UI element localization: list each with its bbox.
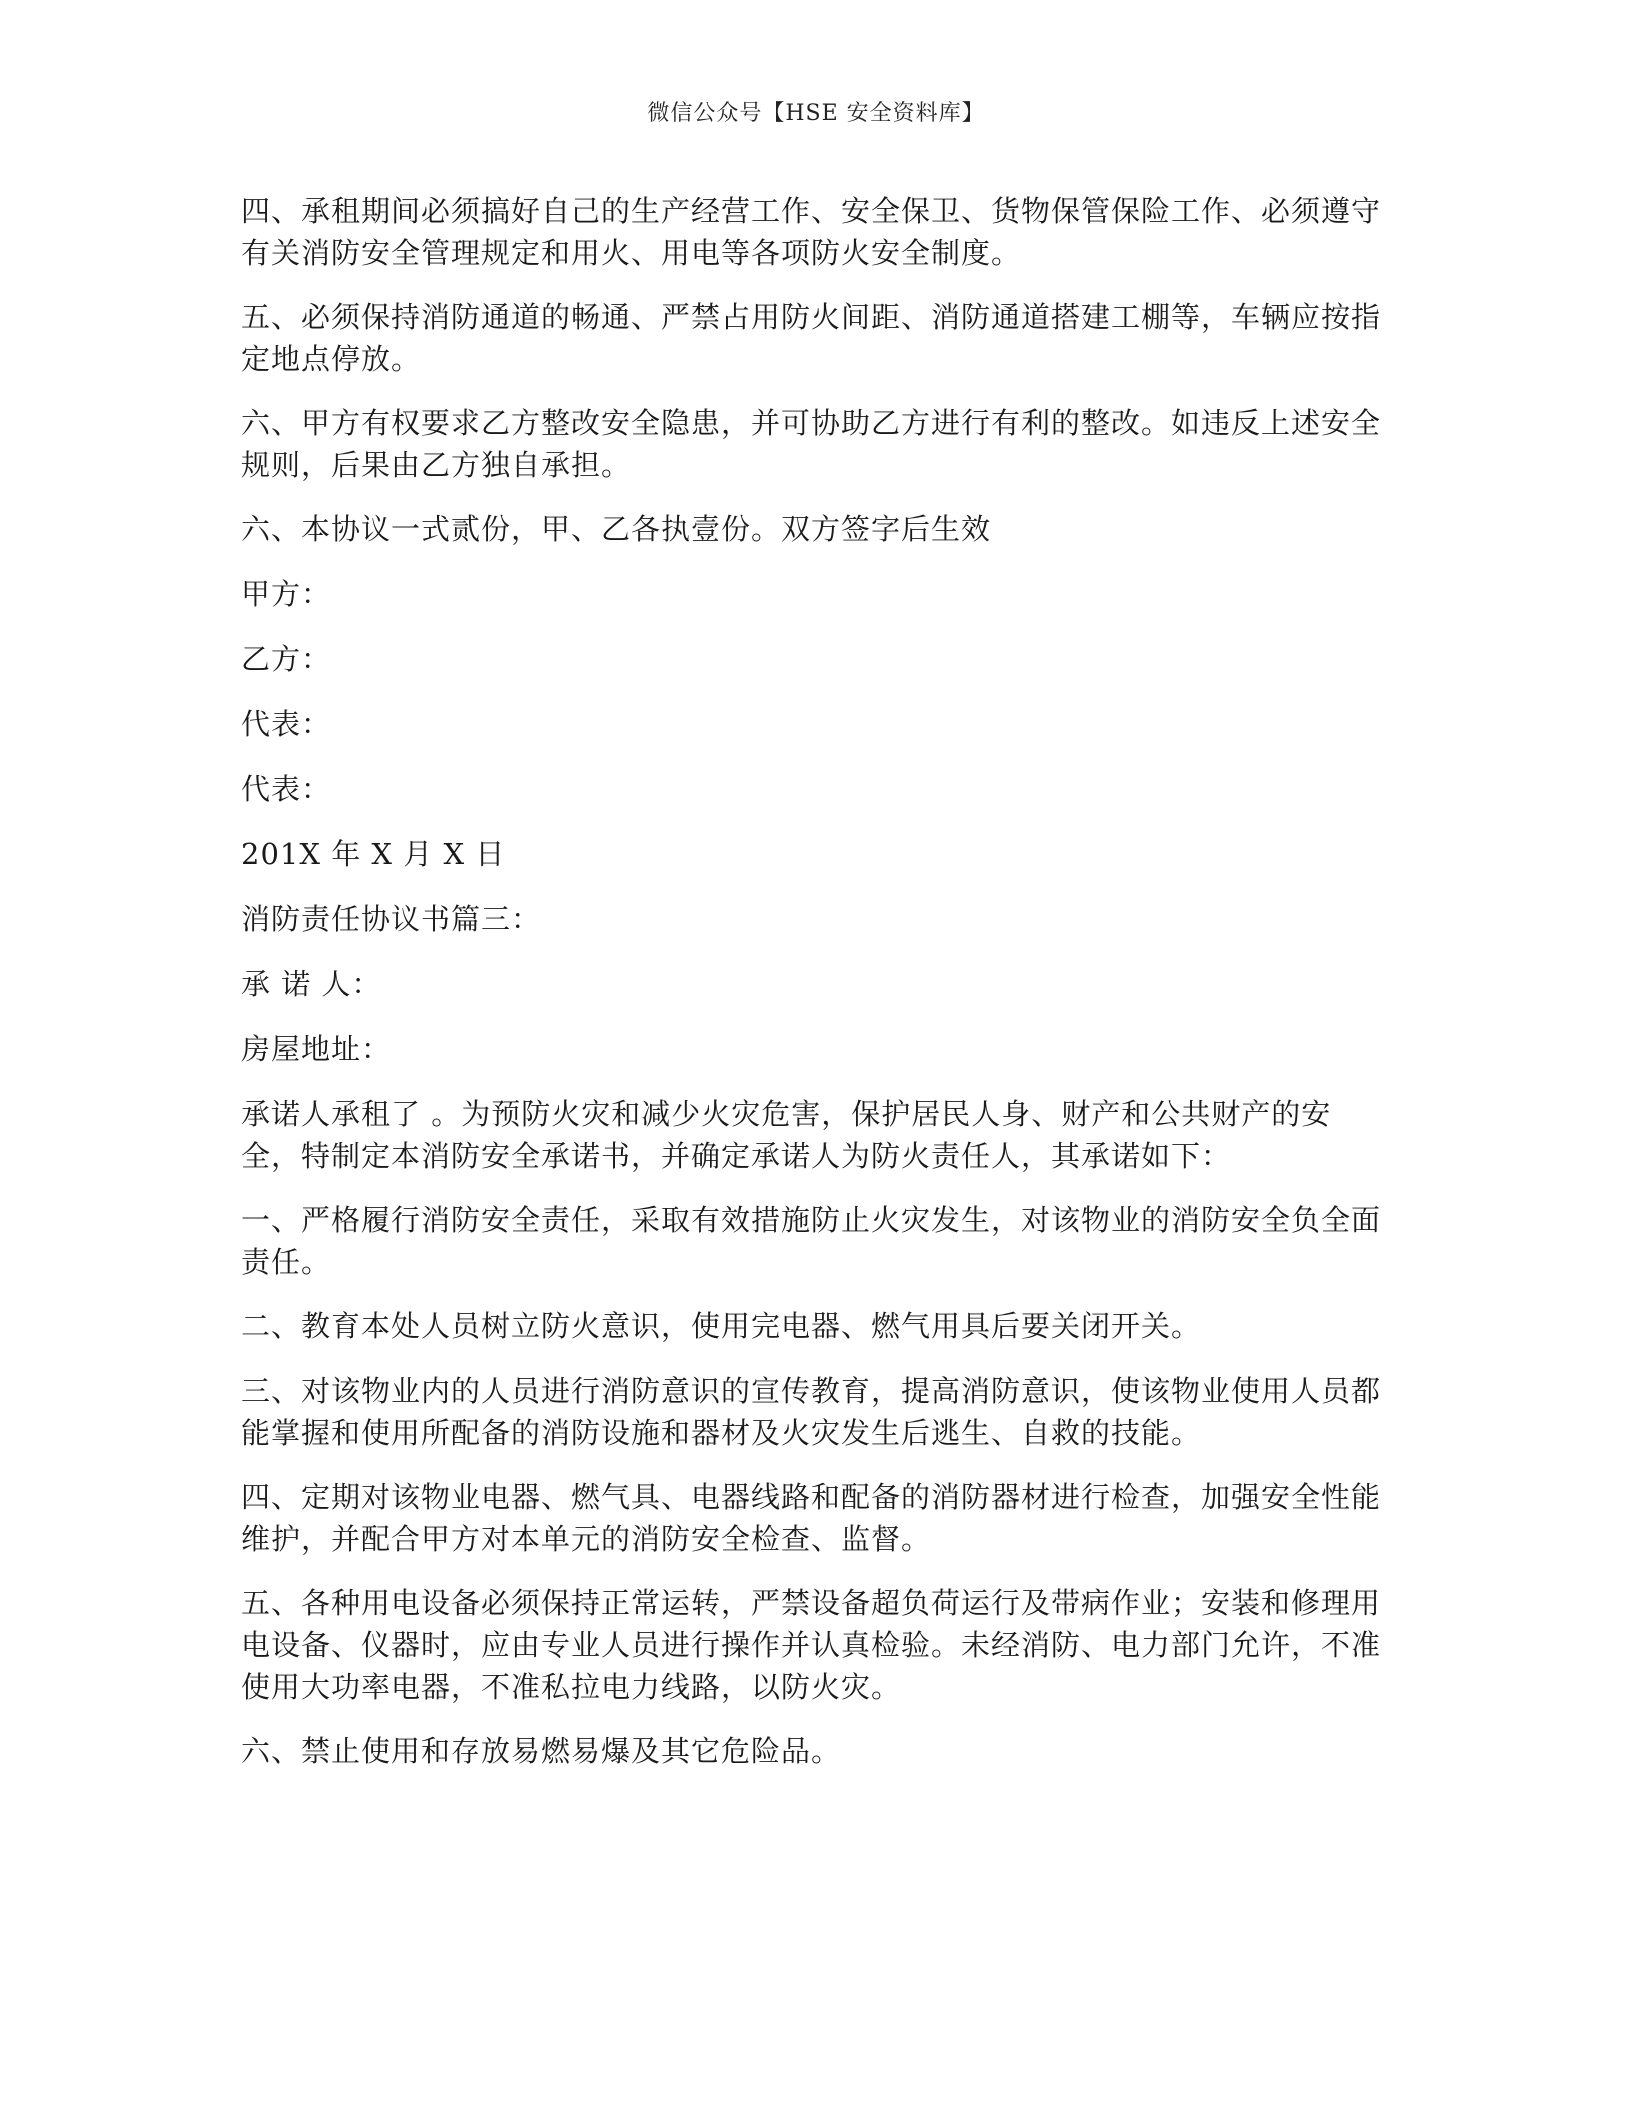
page-header: 微信公众号【HSE 安全资料库】 <box>647 101 985 126</box>
paragraph-commitment-1: 一、严格履行消防安全责任，采取有效措施防止火灾发生，对该物业的消防安全负全面责任。 <box>241 1203 1382 1279</box>
representative-b-label: 代表： <box>241 772 332 806</box>
paragraph-commitment-intro: 承诺人承租了 。为预防火灾和减少火灾危害，保护居民人身、财产和公共财产的安全，特制定本消防安全承诺书，并确定承诺人为防火责任人，其承诺如下： <box>241 1097 1332 1173</box>
document-body <box>241 190 1391 1795</box>
paragraph-commitment-5: 五、各种用电设备必须保持正常运转，严禁设备超负荷运行及带病作业；安装和修理用电设备、仪器时，应由专业人员进行操作并认真检验。未经消防、电力部门允许，不准使用大功率电器，不准私拉电力线路，以防火灾。 <box>241 1586 1382 1704</box>
party-b-label: 乙方： <box>241 642 332 676</box>
paragraph-commitment-6: 六、禁止使用和存放易燃易爆及其它危险品。 <box>241 1734 842 1768</box>
party-a-label: 甲方： <box>241 577 332 611</box>
paragraph-6-rectification: 六、甲方有权要求乙方整改安全隐患，并可协助乙方进行有利的整改。如违反上述安全规则，后果由乙方独自承担。 <box>241 406 1382 482</box>
paragraph-commitment-3: 三、对该物业内的人员进行消防意识的宣传教育，提高消防意识，使该物业使用人员都能掌握和使用所配备的消防设施和器材及火灾发生后逃生、自救的技能。 <box>241 1374 1382 1450</box>
paragraph-5-fire-passage: 五、必须保持消防通道的畅通、严禁占用防火间距、消防通道搭建工棚等，车辆应按指定地点停放。 <box>241 300 1382 376</box>
representative-a-label: 代表： <box>241 707 332 741</box>
paragraph-4-lease-duty: 四、承租期间必须搞好自己的生产经营工作、安全保卫、货物保管保险工作、必须遵守有关消防安全管理规定和用火、用电等各项防火安全制度。 <box>241 194 1382 270</box>
paragraph-6-copies: 六、本协议一式贰份，甲、乙各执壹份。双方签字后生效 <box>241 512 992 546</box>
paragraph-commitment-2: 二、教育本处人员树立防火意识，使用完电器、燃气用具后要关闭开关。 <box>241 1309 1202 1343</box>
paragraph-commitment-4: 四、定期对该物业电器、燃气具、电器线路和配备的消防器材进行检查，加强安全性能维护，并配合甲方对本单元的消防安全检查、监督。 <box>241 1480 1382 1556</box>
section-heading-part-three: 消防责任协议书篇三： <box>241 902 542 936</box>
signing-date: 201X 年 X 月 X 日 <box>241 837 506 871</box>
house-address-label: 房屋地址： <box>241 1032 392 1066</box>
promisor-label: 承 诺 人： <box>241 967 382 1001</box>
